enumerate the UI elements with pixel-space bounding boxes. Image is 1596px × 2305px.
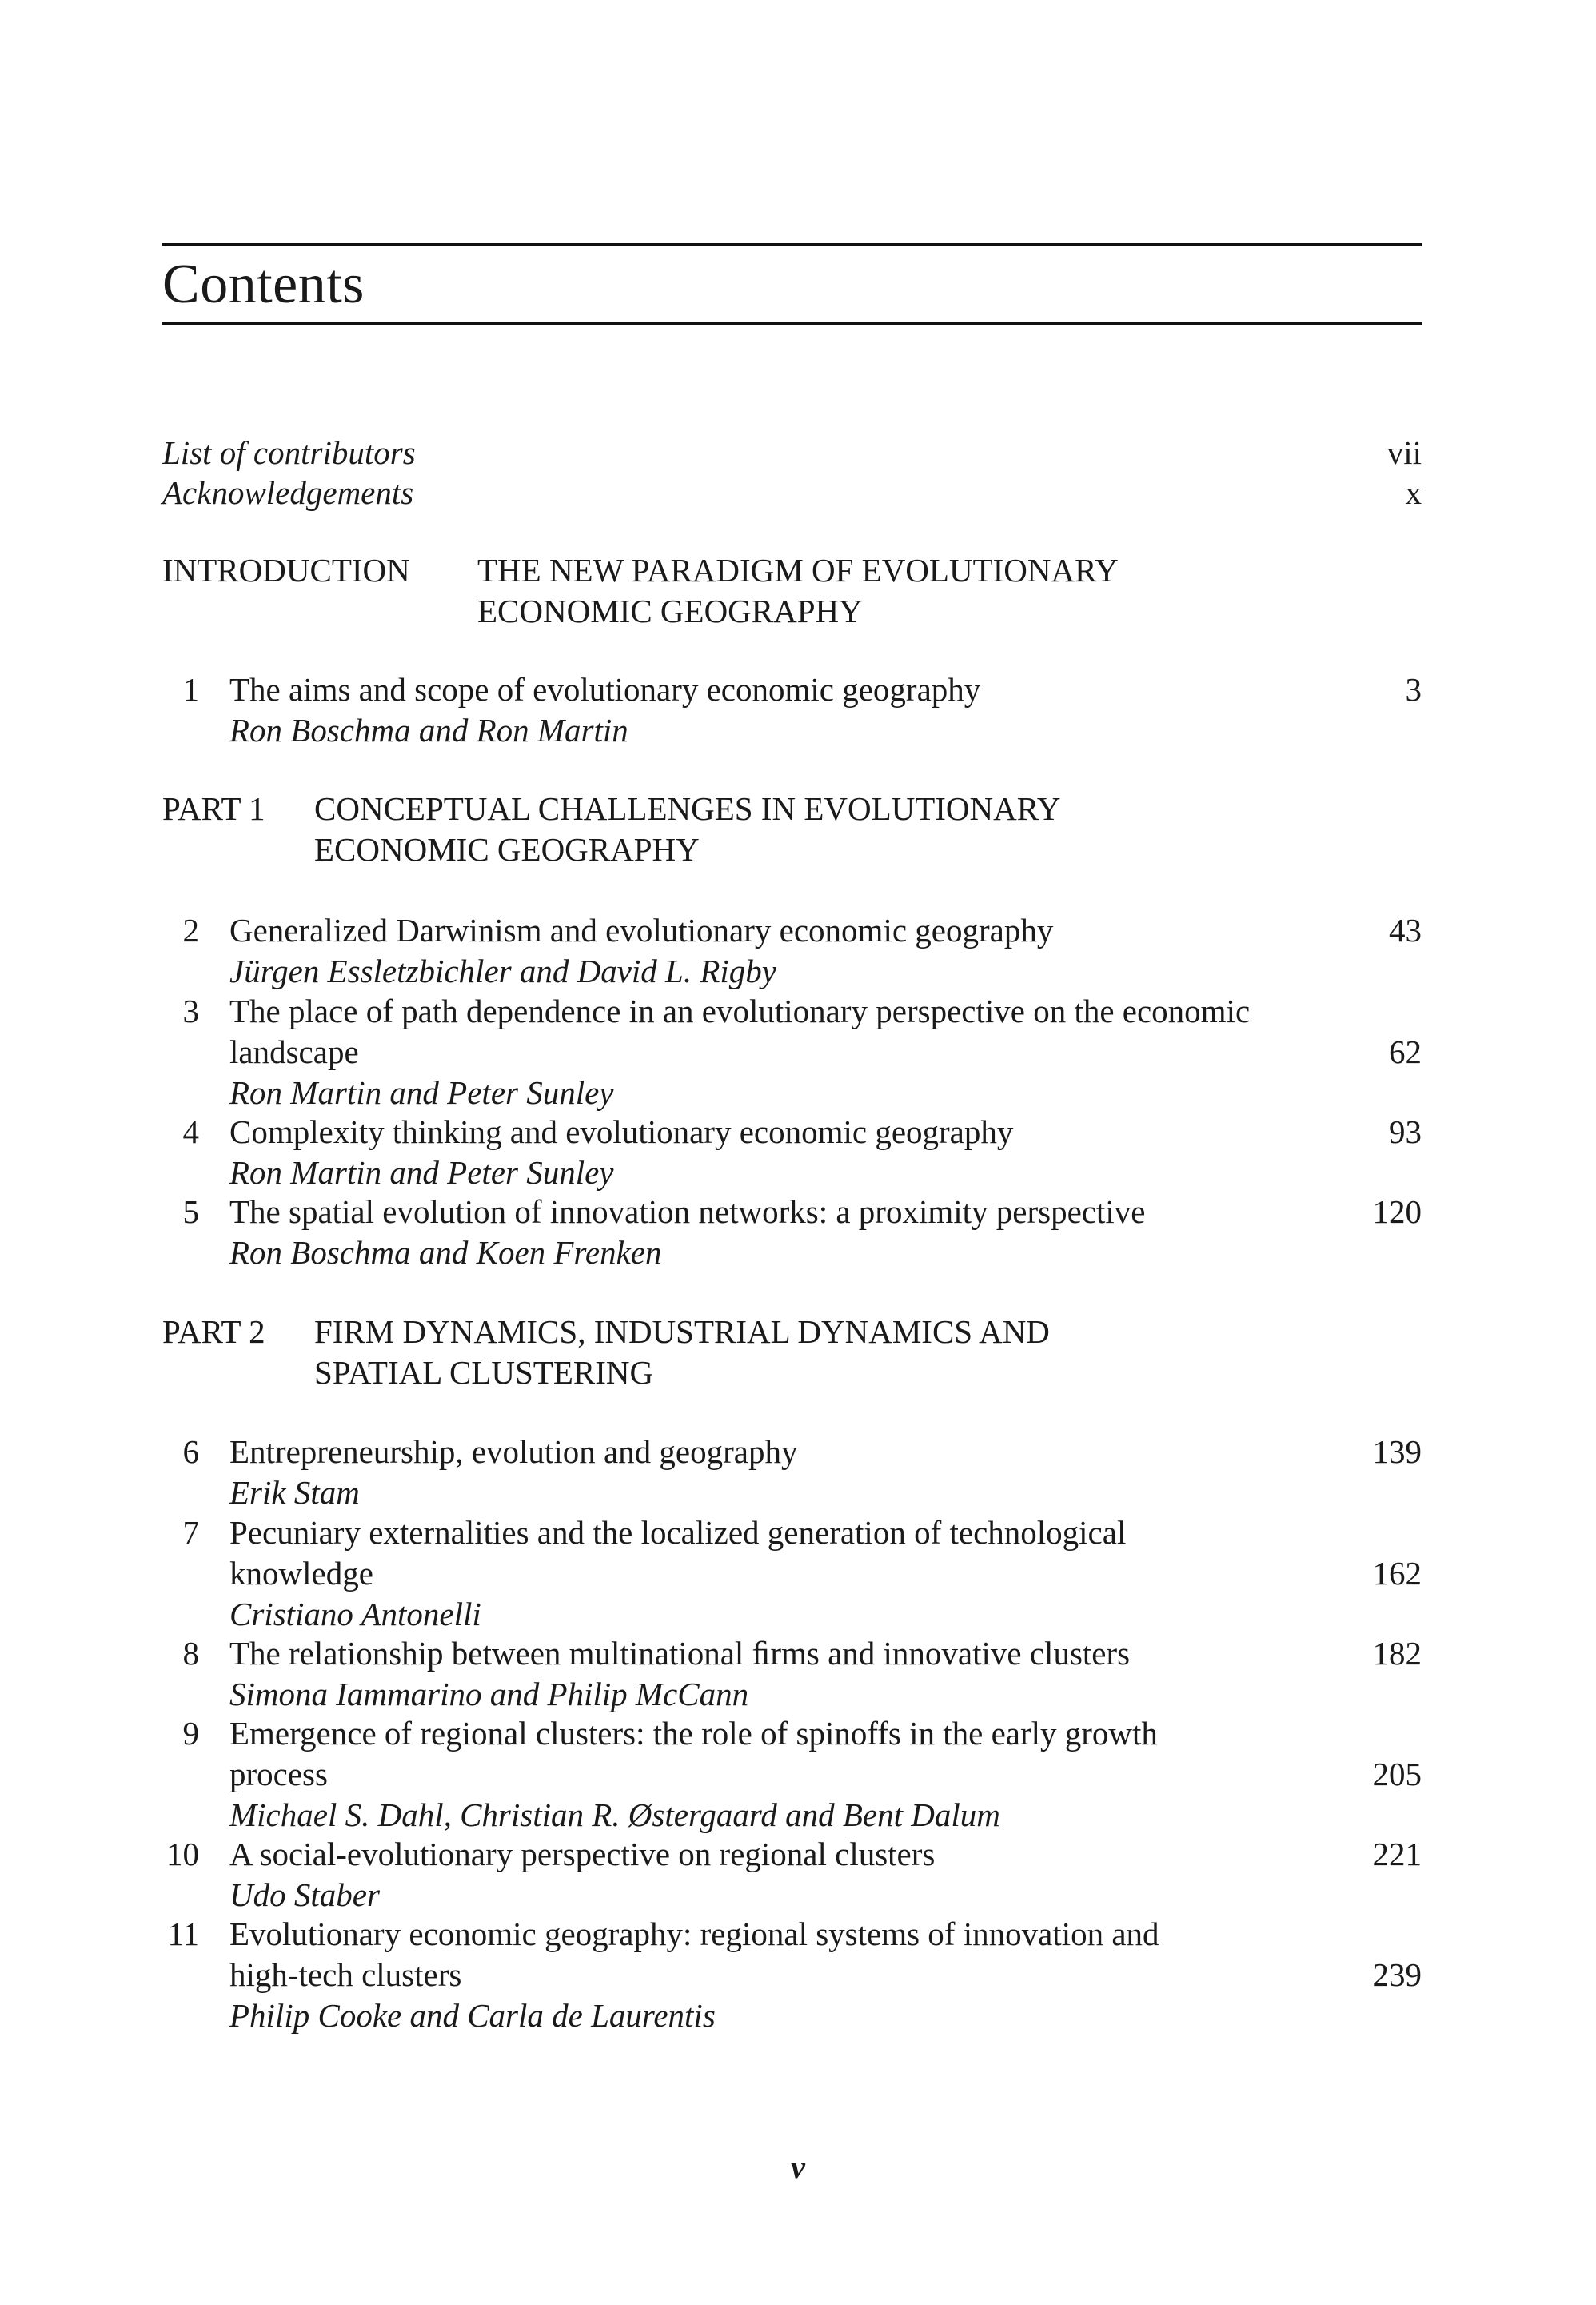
page-number: 93 <box>1389 1113 1422 1150</box>
chapter-authors: Udo Staber <box>229 1876 380 1913</box>
chapter-title-continued: knowledge <box>229 1555 373 1592</box>
page-number: 139 <box>1372 1433 1422 1470</box>
chapter-number: 11 <box>167 1916 199 1952</box>
section-title-line: SPATIAL CLUSTERING <box>314 1354 654 1391</box>
chapter-authors: Ron Boschma and Koen Frenken <box>229 1234 662 1271</box>
section-heading-introduction <box>162 550 1422 632</box>
chapter-number: 6 <box>182 1433 199 1470</box>
toc-entry-chapter-1[interactable] <box>162 669 1422 751</box>
chapter-title: Complexity thinking and evolutionary economic geography <box>229 1113 1014 1150</box>
chapter-title: Generalized Darwinism and evolutionary economic geography <box>229 912 1054 949</box>
chapter-number: 4 <box>182 1113 199 1150</box>
bottom-rule <box>162 322 1422 325</box>
chapter-title: The aims and scope of evolutionary economic geography <box>229 671 981 708</box>
front-matter-acknowledgements[interactable] <box>162 473 1422 513</box>
front-matter-label: Acknowledgements <box>162 474 414 511</box>
chapter-authors: Simona Iammarino and Philip McCann <box>229 1676 749 1712</box>
page-number: 221 <box>1372 1836 1422 1872</box>
toc-entry-chapter-3[interactable] <box>162 991 1422 1113</box>
chapter-authors: Jürgen Essletzbichler and David L. Rigby <box>229 953 776 989</box>
chapter-number: 2 <box>182 912 199 949</box>
toc-entry-chapter-11[interactable] <box>162 1914 1422 2036</box>
chapter-title: Emergence of regional clusters: the role of spinoffs in the early growth <box>229 1715 1158 1752</box>
chapter-title: Pecuniary externalities and the localized generation of technological <box>229 1514 1127 1551</box>
page-number: 3 <box>1405 671 1422 708</box>
page-number: 43 <box>1389 912 1422 949</box>
toc-entry-chapter-10[interactable] <box>162 1834 1422 1916</box>
section-label: PART 1 <box>162 790 265 827</box>
chapter-authors: Cristiano Antonelli <box>229 1596 481 1632</box>
page-number: 162 <box>1372 1555 1422 1592</box>
page-number: vii <box>1387 434 1422 471</box>
toc-entry-chapter-2[interactable] <box>162 910 1422 992</box>
toc-entry-chapter-9[interactable] <box>162 1713 1422 1836</box>
page-folio: v <box>791 2149 805 2185</box>
chapter-title: Entrepreneurship, evolution and geography <box>229 1433 798 1470</box>
front-matter-contributors[interactable] <box>162 433 1422 473</box>
page-number: 62 <box>1389 1033 1422 1070</box>
top-rule <box>162 243 1422 246</box>
chapter-title-continued: landscape <box>229 1033 359 1070</box>
chapter-authors: Ron Martin and Peter Sunley <box>229 1154 614 1191</box>
toc-entry-chapter-5[interactable] <box>162 1192 1422 1273</box>
section-heading-part-2 <box>162 1312 1422 1393</box>
section-title-line: ECONOMIC GEOGRAPHY <box>314 831 700 868</box>
chapter-number: 10 <box>166 1836 199 1872</box>
page-number: 120 <box>1372 1193 1422 1230</box>
chapter-number: 5 <box>182 1193 199 1230</box>
chapter-authors: Ron Martin and Peter Sunley <box>229 1074 614 1111</box>
chapter-authors: Michael S. Dahl, Christian R. Østergaard and Bent Dalum <box>229 1796 1000 1833</box>
chapter-title: The spatial evolution of innovation networks: a proximity perspective <box>229 1193 1146 1230</box>
chapter-authors: Philip Cooke and Carla de Laurentis <box>229 1997 716 2034</box>
front-matter-label: List of contributors <box>162 434 416 471</box>
section-label: PART 2 <box>162 1313 265 1350</box>
chapter-authors: Erik Stam <box>229 1474 360 1511</box>
chapter-title: Evolutionary economic geography: regional systems of innovation and <box>229 1916 1159 1952</box>
chapter-title-continued: high-tech clusters <box>229 1956 462 1993</box>
section-title-line: ECONOMIC GEOGRAPHY <box>477 593 863 629</box>
chapter-title-continued: process <box>229 1756 328 1792</box>
toc-entry-chapter-8[interactable] <box>162 1633 1422 1715</box>
chapter-title: The place of path dependence in an evolutionary perspective on the economic <box>229 993 1251 1029</box>
section-label: INTRODUCTION <box>162 552 410 589</box>
chapter-title: The relationship between multinational ﬁrms and innovative clusters <box>229 1635 1131 1672</box>
section-title-line: FIRM DYNAMICS, INDUSTRIAL DYNAMICS AND <box>314 1313 1050 1350</box>
chapter-number: 9 <box>182 1715 199 1752</box>
page-title: Contents <box>162 254 365 315</box>
page-number: x <box>1405 474 1422 511</box>
chapter-number: 1 <box>182 671 199 708</box>
chapter-title: A social-evolutionary perspective on regional clusters <box>229 1836 936 1872</box>
chapter-number: 7 <box>182 1514 199 1551</box>
page-number: 239 <box>1372 1956 1422 1993</box>
chapter-authors: Ron Boschma and Ron Martin <box>229 712 628 749</box>
toc-entry-chapter-6[interactable] <box>162 1432 1422 1513</box>
section-title-line: CONCEPTUAL CHALLENGES IN EVOLUTIONARY <box>314 790 1061 827</box>
chapter-number: 3 <box>182 993 199 1029</box>
chapter-number: 8 <box>182 1635 199 1672</box>
section-heading-part-1 <box>162 789 1422 870</box>
toc-entry-chapter-4[interactable] <box>162 1112 1422 1193</box>
section-title-line: THE NEW PARADIGM OF EVOLUTIONARY <box>477 552 1119 589</box>
toc-entry-chapter-7[interactable] <box>162 1512 1422 1635</box>
page-number: 182 <box>1372 1635 1422 1672</box>
page-number: 205 <box>1372 1756 1422 1792</box>
